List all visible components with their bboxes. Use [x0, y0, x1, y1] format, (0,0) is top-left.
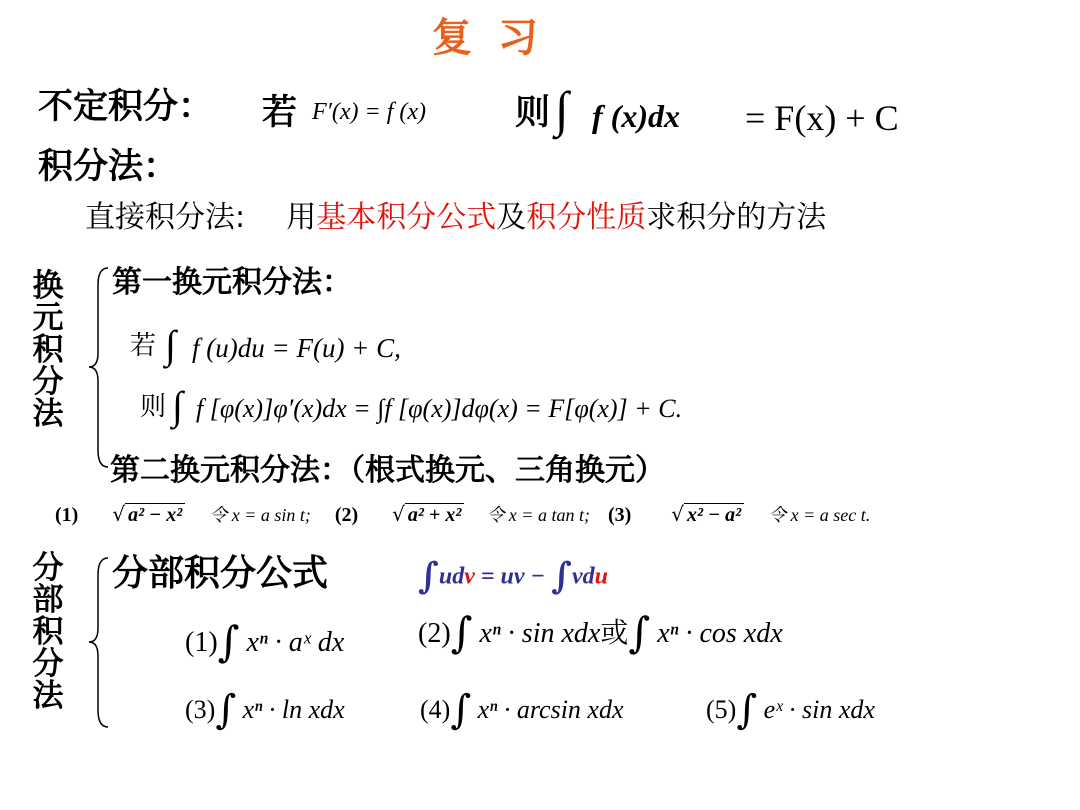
case-3-substitution: 令 x = a sec t.	[768, 505, 871, 525]
antiderivative-condition: F′(x) = f (x)	[312, 99, 427, 125]
parts-example-3: (3)∫ xⁿ · ln xdx	[185, 687, 345, 733]
case-2-substitution: 令 x = a tan t;	[486, 505, 590, 525]
first-if-word: 若	[130, 331, 157, 361]
integral-sign-icon: ∫	[165, 322, 176, 367]
direct-use: 用	[286, 200, 317, 235]
integrand: f (x)dx	[592, 98, 680, 134]
first-substitution-title: 第一换元积分法：	[112, 265, 352, 300]
indefinite-integral-label: 不定积分：	[38, 87, 214, 127]
direct-prefix: 直接积分法:	[85, 200, 246, 235]
first-formula: f (u)du = F(u) + C,	[192, 333, 401, 363]
parts-vertical-label: 分 部 积 分 法	[32, 550, 64, 714]
case-3-radical: √ x² − a²	[671, 504, 744, 525]
sqrt-icon: √	[392, 502, 405, 526]
methods-label: 积分法：	[38, 147, 179, 187]
direct-suffix: 求积分的方法	[646, 200, 827, 235]
integral-sign-icon: ∫	[628, 608, 651, 657]
integral-sign-icon: ∫	[418, 555, 439, 597]
basic-formula-highlight: 基本积分公式	[316, 200, 497, 235]
indefinite-result: = F(x) + C	[745, 98, 899, 138]
page-title: 复 习	[432, 15, 544, 61]
substitution-vertical-label: 换 元 积 分 法	[32, 268, 64, 432]
parts-title: 分部积分公式	[112, 553, 329, 594]
if-word: 若	[262, 93, 298, 133]
integral-sign-icon: ∫	[450, 687, 472, 733]
parts-example-5: (5)∫ eˣ · sin xdx	[706, 687, 875, 733]
substitution-brace-icon	[86, 265, 112, 470]
parts-example-2: (2)∫ xⁿ · sin xdx或∫ xⁿ · cos xdx	[418, 608, 783, 657]
parts-formula: ∫udv = uv − ∫vdu	[418, 555, 608, 597]
properties-highlight: 积分性质	[526, 200, 647, 235]
integral-sign-icon: ∫	[450, 608, 473, 657]
case-1-radical: √ a² − x²	[112, 504, 185, 525]
first-then-word: 则	[140, 392, 167, 422]
direct-and: 及	[496, 200, 527, 235]
case-2-number: (2)	[334, 504, 359, 526]
case-2-radical: √ a² + x²	[392, 504, 464, 525]
parts-example-4: (4)∫ xⁿ · arcsin xdx	[420, 687, 624, 733]
second-substitution-title: 第二换元积分法：（根式换元、三角换元）	[110, 453, 665, 488]
parts-example-1: (1)∫ xⁿ · aˣ dx	[185, 617, 345, 666]
sqrt-icon: √	[112, 502, 126, 526]
substitution-cases	[55, 504, 870, 525]
case-1-substitution: 令 x = a sin t;	[209, 505, 311, 525]
parts-brace-icon	[86, 555, 112, 730]
integral-sign-icon: ∫	[555, 81, 569, 137]
integral-sign-icon: ∫	[736, 687, 758, 733]
integral-sign-icon: ∫	[172, 383, 183, 428]
integral-sign-icon: ∫	[217, 617, 240, 666]
integral-sign-icon: ∫	[215, 687, 237, 733]
integral-sign-icon: ∫	[551, 555, 572, 597]
direct-integration-line	[85, 200, 827, 235]
case-1-number: (1)	[55, 504, 79, 526]
then-word: 则	[515, 93, 551, 133]
first-formula-substituted: f [φ(x)]φ′(x)dx = ∫f [φ(x)]dφ(x) = F[φ(x)] + C.	[196, 394, 683, 423]
case-3-number: (3)	[607, 504, 632, 526]
sqrt-icon: √	[671, 502, 685, 526]
